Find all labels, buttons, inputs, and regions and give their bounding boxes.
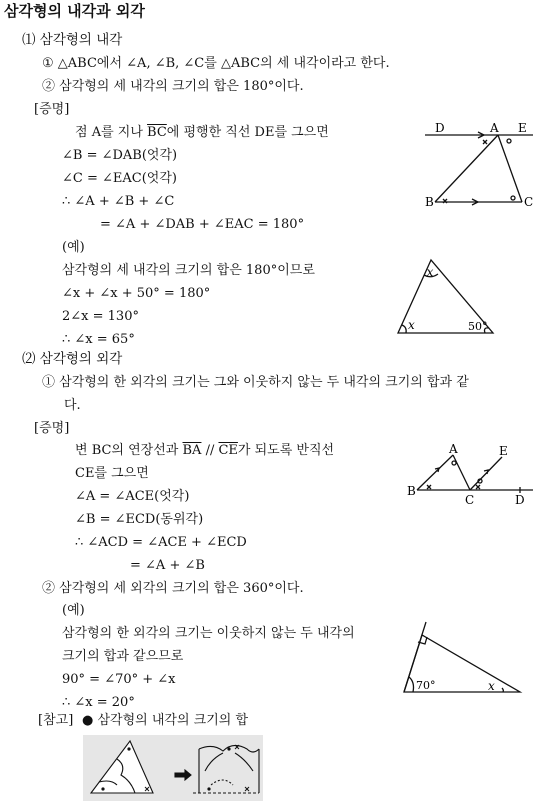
fig1-label-c: C — [524, 195, 534, 209]
s2-proof-line-1b: 가 되도록 반직선 — [237, 443, 335, 458]
s2-item-2: ② 삼각형의 세 외각의 크기의 합은 360°이다. — [42, 581, 304, 596]
figure-angle-sum-illustration — [83, 735, 263, 801]
s1-proof-line-5: = ∠A + ∠DAB + ∠EAC = 180° — [100, 217, 305, 232]
figure-exterior-example — [400, 620, 525, 695]
s1-proof-line-3: ∠C = ∠EAC(엇각) — [62, 171, 177, 186]
fig1-label-d: D — [435, 121, 445, 135]
note-label: [참고] — [38, 713, 74, 728]
fig1-label-e: E — [518, 121, 527, 135]
fig3-label-c: C — [465, 493, 475, 507]
s1-example-line-4: ∴ ∠x = 65° — [62, 332, 135, 347]
segment-ce: $\overline{CE}$ — [218, 443, 238, 458]
fig1-label-b: B — [425, 195, 434, 209]
s1-proof-line-2: ∠B = ∠DAB(엇각) — [62, 148, 178, 163]
s2-proof-line-4: ∠B = ∠ECD(동위각) — [75, 512, 204, 527]
section-2-heading: ⑵ 삼각형의 외각 — [22, 351, 123, 367]
page-title: 삼각형의 내각과 외각 — [4, 2, 145, 20]
figure-exterior-proof — [405, 443, 535, 508]
fig4-label-x: x — [488, 679, 495, 693]
s2-example-line-2: 크기의 합과 같으므로 — [62, 649, 184, 664]
s2-proof-label: [증명] — [34, 421, 70, 436]
s2-proof-line-1a: 변 BC의 연장선과 — [75, 443, 183, 458]
s2-proof-line-3: ∠A = ∠ACE(엇각) — [75, 489, 190, 504]
fig2-label-50: 50° — [468, 320, 488, 333]
s2-example-label: (예) — [62, 603, 85, 618]
s1-example-label: (예) — [62, 240, 85, 255]
s2-proof-line-2: CE를 그으면 — [75, 466, 149, 481]
fig3-label-d: D — [515, 493, 525, 507]
s2-proof-line-6: = ∠A + ∠B — [130, 558, 205, 573]
s1-proof-line-4: ∴ ∠A + ∠B + ∠C — [62, 194, 175, 209]
fig4-label-70: 70° — [416, 679, 436, 692]
s1-proof-line-1 — [75, 125, 329, 141]
s2-proof-line-1-parallel: // — [201, 443, 219, 458]
section-1-heading: ⑴ 삼각형의 내각 — [22, 32, 123, 48]
note-text: ● 삼각형의 내각의 크기의 합 — [82, 713, 249, 728]
fig3-label-a: A — [449, 442, 458, 456]
segment-ba: $\overline{BA}$ — [182, 443, 202, 458]
fig3-label-e: E — [499, 444, 508, 458]
fig2-label-x-top: x — [426, 265, 434, 279]
figure-interior-example — [393, 255, 503, 340]
s2-example-line-3: 90° = ∠70° + ∠x — [62, 672, 176, 687]
segment-bc: $\overline{BC}$ — [147, 125, 167, 140]
s2-item-1a: ① 삼각형의 한 외각의 크기는 그와 이웃하지 않는 두 내각의 크기의 합과 같 — [42, 375, 469, 390]
s1-item-1: ① △ABC에서 ∠A, ∠B, ∠C를 △ABC의 세 내각이라고 한다. — [42, 56, 390, 71]
s1-example-line-1: 삼각형의 세 내각의 크기의 합은 180°이므로 — [62, 263, 315, 278]
s2-proof-line-5: ∴ ∠ACD = ∠ACE + ∠ECD — [75, 535, 247, 550]
s2-example-line-4: ∴ ∠x = 20° — [62, 695, 135, 710]
s1-proof-label: [증명] — [34, 102, 70, 117]
s2-example-line-1: 삼각형의 한 외각의 크기는 이웃하지 않는 두 내각의 — [62, 626, 355, 641]
figure-parallel-proof — [425, 120, 535, 215]
s2-item-1b: 다. — [64, 398, 81, 413]
s1-item-2: ② 삼각형의 세 내각의 크기의 합은 180°이다. — [42, 79, 304, 94]
s1-example-line-3: 2∠x = 130° — [62, 309, 139, 324]
s2-proof-line-1 — [75, 443, 334, 459]
fig1-label-a: A — [490, 121, 499, 135]
fig2-label-x-left: x — [408, 318, 415, 332]
s1-proof-line-1b: 에 평행한 직선 DE를 그으면 — [166, 125, 329, 140]
s1-proof-line-1a: 점 A를 지나 — [75, 125, 148, 140]
s1-example-line-2: ∠x + ∠x + 50° = 180° — [62, 286, 211, 301]
fig3-label-b: B — [407, 484, 416, 498]
